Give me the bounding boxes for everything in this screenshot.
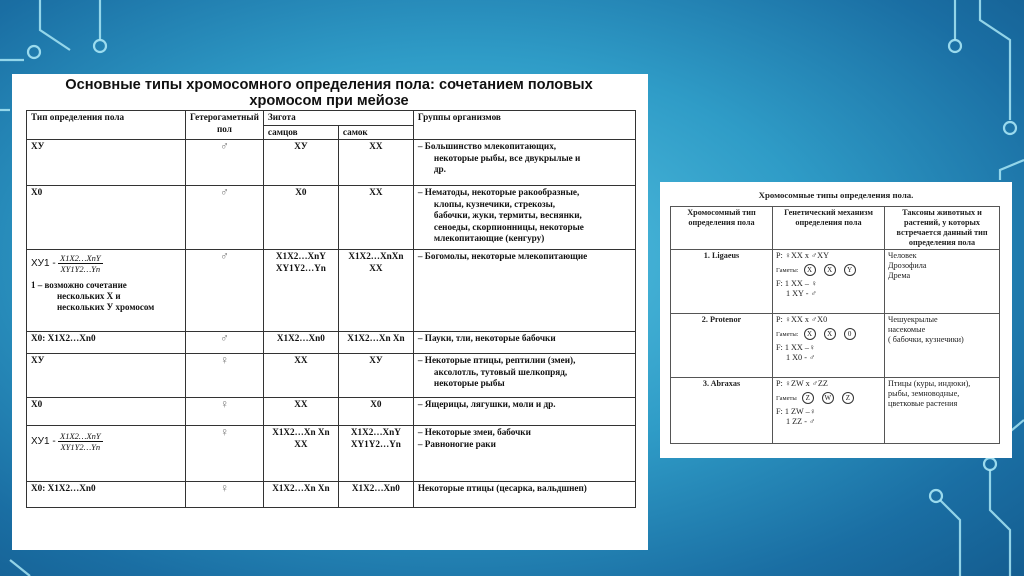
gamete-circle: W: [822, 392, 834, 404]
gametes-line: [776, 264, 881, 276]
row-type: Х0: [27, 398, 186, 426]
parents-line: P: ♀XX x ♂X0: [776, 315, 828, 324]
header-groups: Группы организмов: [413, 111, 635, 140]
zygote-line: X1X2…XnXn: [348, 251, 404, 261]
male-zygote: ХХ: [263, 398, 338, 426]
groups-cell: [413, 140, 635, 186]
female-symbol-icon: ♀: [186, 354, 264, 398]
row-type: Х0: [27, 186, 186, 250]
header-row: [27, 111, 636, 126]
header-female: самок: [338, 125, 413, 140]
group-line: аксолотль, тутовый шелкопряд,: [433, 366, 568, 377]
group-line: некоторые рыбы, все двукрылые и: [433, 152, 581, 163]
row-type-label: ХУ1 -: [31, 435, 56, 447]
taxa-line: ( бабочки, кузнечики): [888, 335, 964, 344]
taxa-line: Дрозофила: [888, 261, 927, 270]
zygote-line: XY1Y2…Yn: [350, 438, 401, 449]
table-row: [27, 354, 636, 398]
right-header-row: [671, 207, 1000, 250]
note-line: нескольких У хромосом: [57, 302, 155, 312]
row-type: Х0: Х1Х2…Хn0: [27, 482, 186, 508]
mechanism-cell: [773, 378, 885, 444]
group-line: – Пауки, тли, некоторые бабочки: [417, 333, 556, 343]
male-zygote: X1X2…Xn0: [263, 332, 338, 354]
row-type: Х0: Х1Х2…Хn0: [27, 332, 186, 354]
main-sex-determination-table-panel: [12, 74, 648, 550]
right-table: [670, 206, 1000, 444]
table-row: [27, 186, 636, 250]
fraction-denominator: XY1Y2…Yn: [60, 264, 101, 274]
right-header-mechanism: Генетический механизм определения пола: [773, 207, 885, 250]
male-symbol-icon: ♂: [186, 332, 264, 354]
table-row: [27, 426, 636, 482]
taxa-line: рыбы, земноводные,: [888, 389, 960, 398]
group-line: – Богомолы, некоторые млекопитающие: [417, 251, 588, 261]
female-zygote: Х0: [338, 398, 413, 426]
note: [31, 280, 181, 313]
table-row: [27, 140, 636, 186]
gamete-circle: X: [824, 264, 836, 276]
table-row: [27, 332, 636, 354]
right-row-name: 2. Protenor: [671, 314, 773, 378]
male-symbol-icon: ♂: [186, 250, 264, 332]
right-table-row: [671, 378, 1000, 444]
group-line: – Большинство млекопитающих,: [417, 141, 557, 151]
fraction-denominator: XY1Y2…Yn: [60, 442, 101, 452]
taxa-cell: [885, 314, 1000, 378]
group-line: – Равноногие раки: [417, 438, 496, 449]
female-zygote: X1X2…Xn0: [338, 482, 413, 508]
row-type: [27, 250, 186, 332]
female-zygote: ХХ: [338, 140, 413, 186]
group-line: др.: [433, 164, 446, 174]
gamete-circle: Z: [802, 392, 814, 404]
group-line: – Нематоды, некоторые ракообразные,: [417, 187, 580, 197]
group-line: – Некоторые змеи, бабочки: [417, 427, 531, 437]
male-zygote: ХХ: [263, 354, 338, 398]
right-table-title: Хромосомные типы определения пола.: [758, 190, 914, 200]
female-symbol-icon: ♀: [186, 398, 264, 426]
header-hetero: Гетерогаметный пол: [186, 111, 264, 140]
gametes-label: Гаметы:: [776, 331, 799, 338]
table-row: [27, 250, 636, 332]
table-row: [27, 482, 636, 508]
taxa-line: насекомые: [888, 325, 926, 334]
male-symbol-icon: ♂: [186, 186, 264, 250]
fraction: [58, 431, 103, 452]
groups-cell: [413, 186, 635, 250]
groups-cell: [413, 354, 635, 398]
right-row-name: 3. Abraxas: [671, 378, 773, 444]
zygote-line: X1X2…XnY: [275, 251, 326, 261]
group-line: – Ящерицы, лягушки, моли и др.: [417, 399, 556, 409]
mechanism-cell: [773, 250, 885, 314]
gamete-circle: Y: [844, 264, 856, 276]
note-line: нескольких Х и: [57, 291, 121, 301]
female-zygote: [338, 250, 413, 332]
female-zygote: [338, 426, 413, 482]
f2-line: 1 ZZ - ♂: [786, 417, 816, 426]
gamete-circle: X: [804, 264, 816, 276]
taxa-line: Человек: [888, 251, 917, 260]
zygote-line: XX: [369, 262, 383, 273]
taxa-line: цветковые растения: [888, 399, 958, 408]
groups-cell: [413, 398, 635, 426]
fraction-numerator: X1X2…XnY: [60, 431, 101, 441]
male-zygote: [263, 250, 338, 332]
group-line: Некоторые птицы (цесарка, вальдшнеп): [417, 483, 587, 493]
taxa-line: Дрема: [888, 271, 911, 280]
table-row: [27, 398, 636, 426]
gamete-circle: X: [804, 328, 816, 340]
male-zygote: ХУ: [263, 140, 338, 186]
note-line: 1 – возможно сочетание: [31, 280, 127, 290]
fraction-numerator: X1X2…XnY: [60, 253, 101, 263]
group-line: сеноеды, скорпионницы, некоторые: [433, 221, 584, 232]
right-table-row: [671, 250, 1000, 314]
female-symbol-icon: ♀: [186, 482, 264, 508]
female-symbol-icon: ♀: [186, 426, 264, 482]
mechanism-cell: [773, 314, 885, 378]
male-zygote: [263, 426, 338, 482]
group-line: млекопитающие (кенгуру): [433, 233, 545, 243]
f2-line: 1 X0 - ♂: [786, 353, 816, 362]
gametes-label: Гаметы: [776, 395, 797, 402]
right-table-row: [671, 314, 1000, 378]
chromosome-types-table-panel: [660, 182, 1012, 458]
row-type: ХУ: [27, 354, 186, 398]
groups-cell: [413, 332, 635, 354]
group-line: бабочки, жуки, термиты, веснянки,: [433, 210, 582, 220]
group-line: – Некоторые птицы, рептилии (змеи),: [417, 355, 576, 365]
parents-line: P: ♀ZW x ♂ZZ: [776, 379, 828, 388]
f1-line: F: 1 ZW –♀: [776, 407, 816, 416]
f2-line: 1 XY - ♂: [786, 289, 817, 298]
zygote-line: X1X2…Xn Xn: [272, 427, 330, 437]
gamete-circle: 0: [844, 328, 856, 340]
title-line-1: Основные типы хромосомного определения пола: сочетанием половых: [65, 77, 593, 93]
right-row-name: 1. Ligaeus: [671, 250, 773, 314]
main-table-title: [26, 77, 632, 109]
groups-cell: [413, 426, 635, 482]
row-type: ХУ: [27, 140, 186, 186]
female-zygote: X1X2…Xn Xn: [338, 332, 413, 354]
fraction: [58, 253, 103, 274]
header-male: самцов: [263, 125, 338, 140]
title-line-2: хромосом при мейозе: [249, 93, 409, 109]
gametes-line: [776, 328, 881, 340]
f1-line: F: 1 XX –♀: [776, 343, 816, 352]
gametes-label: Гаметы:: [776, 267, 799, 274]
right-header-taxa: Таксоны животных и растений, у которых встречается данный тип определения пола: [885, 207, 1000, 250]
groups-cell: [413, 482, 635, 508]
group-line: некоторые рыбы: [433, 378, 505, 388]
gamete-circle: X: [824, 328, 836, 340]
male-symbol-icon: ♂: [186, 140, 264, 186]
header-type: Тип определения пола: [27, 111, 186, 140]
zygote-line: XX: [294, 438, 308, 449]
zygote-line: X1X2…XnY: [350, 427, 401, 437]
right-header-type: Хромосомный тип определения пола: [671, 207, 773, 250]
header-zygote: Зигота: [263, 111, 413, 126]
male-zygote: X1X2…Xn Xn: [263, 482, 338, 508]
row-type: [27, 426, 186, 482]
f1-line: F: 1 XX – ♀: [776, 279, 818, 288]
taxa-line: Чешуекрылые: [888, 315, 938, 324]
groups-cell: [413, 250, 635, 332]
taxa-cell: [885, 378, 1000, 444]
zygote-line: XY1Y2…Yn: [275, 262, 326, 273]
gamete-circle: Z: [842, 392, 854, 404]
row-type-label: ХУ1 -: [31, 257, 56, 269]
gametes-line: [776, 392, 881, 404]
taxa-line: Птицы (куры, индюки),: [888, 379, 971, 388]
main-table: [26, 110, 636, 508]
group-line: клопы, кузнечики, стрекозы,: [433, 198, 556, 209]
male-zygote: Х0: [263, 186, 338, 250]
parents-line: P: ♀XX x ♂XY: [776, 251, 829, 260]
female-zygote: ХХ: [338, 186, 413, 250]
female-zygote: ХУ: [338, 354, 413, 398]
taxa-cell: [885, 250, 1000, 314]
